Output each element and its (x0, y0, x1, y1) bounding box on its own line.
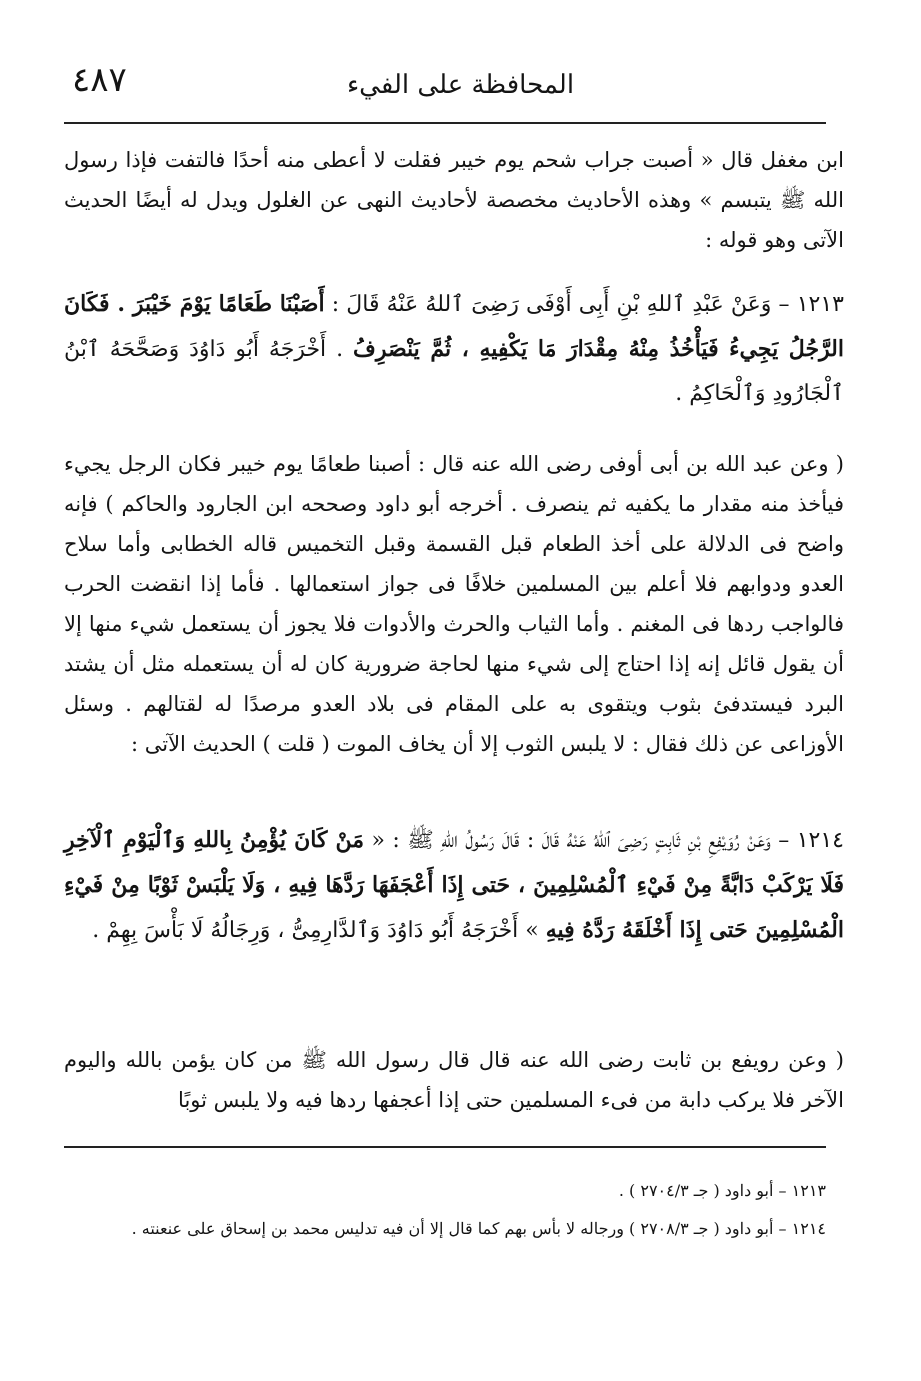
footnote-1213: ١٢١٣ – أبو داود ( جـ ٢٧٠٤/٣ ) . (618, 1181, 826, 1200)
commentary-1213: ( وعن عبد الله بن أبى أوفى رضى الله عنه قال : أصبنا طعامًا يوم خيبر فكان الرجل يجيء فيأخذ منه مقدار ما يكفيه ثم ينصرف . أخرجه أبو داود وصححه ابن الجارود والحاكم ) فإنه واضح فى الدلالة على أخذ الطعام قبل القسمة وقبل التخميس قاله الخطابى وأما سلاح العدو ودوابهم فلا أعلم بين المسلمين خلافًا فى جواز استعمالها . فأما إذا انقضت الحرب فالواجب ردها فى المغنم . وأما الثياب والحرث والأدوات فلا يجوز أن يستعمل شيء منها إلا أن يقول قائل إنه إذا احتاج إلى شيء منها لحاجة ضرورية كان له أن يستعمله مثل أن يشتد البرد فيستدفئ بثوب ويتقوى به على المقام فى بلاد العدو مرصدًا له لقتالهم . وسئل الأوزاعى عن ذلك فقال : لا يلبس الثوب إلا أن يخاف الموت ( قلت ) الحديث الآتى : (64, 452, 844, 756)
hadith-1214-matn: مَنْ كَانَ يُؤْمِنُ بِاللهِ وَٱلْيَوْمِ ٱلْآخِرِ فَلَا يَرْكَبْ دَابَّةً مِنْ فَيْءِ ٱلْمُسْلِمِينَ ، حَتى إِذَا أَعْجَفَهَا رَدَّهَا فِيهِ ، وَلَا يَلْبَسْ ثَوْبًا مِنْ فَيْءِ الْمُسْلِمِينَ حَتى إِذَا أَخْلَقَهُ رَدَّهُ فِيهِ (64, 827, 844, 943)
page-number: ٤٨٧ (72, 60, 127, 100)
footnote-1214: ١٢١٤ – أبو داود ( جـ ٢٧٠٨/٣ ) ورجاله لا بأس بهم كما قال إلا أن فيه تدليس محمد بن إسحاق على عنعنته . (131, 1219, 826, 1238)
hadith-1213-intro: ١٢١٣ – وَعَنْ عَبْدِ ٱللهِ بْنِ أَبِى أَوْفَى رَضِىَ ٱللهُ عَنْهُ قَالَ : (324, 292, 844, 317)
opening-paragraph: ابن مغفل قال « أصبت جراب شحم يوم خيبر فقلت لا أعطى منه أحدًا فالتفت فإذا رسول الله ﷺ يتبسم » وهذه الأحاديث مخصصة لأحاديث النهى عن الغلول ويدل له أيضًا الحديث الآتى وهو قوله : (64, 148, 844, 252)
hadith-1213 (64, 282, 844, 416)
header-rule (64, 122, 826, 124)
hadith-1214-source: » أَخْرَجَهُ أَبُو دَاوُدَ وَٱلدَّارِمِىُّ ، وَرِجَالُهُ لَا بَأْسَ بِهِمْ . (92, 918, 546, 943)
running-title: المحافظة على الفيء (346, 70, 575, 100)
hadith-1214 (64, 818, 844, 953)
hadith-1214-intro: ١٢١٤ – وَعَنْ رُوَيْفِعِ بْنِ ثَابِتٍ رَضِىَ ٱللهُ عَنْهُ قَالَ : قَالَ رَسُولُ اللهِ ﷺ : « (364, 828, 844, 853)
commentary-1214: ( وعن رويفع بن ثابت رضى الله عنه قال قال رسول الله ﷺ من كان يؤمن بالله واليوم الآخر فلا يركب دابة من فىء المسلمين حتى إذا أعجفها ردها فيه ولا يلبس ثوبًا (64, 1048, 844, 1112)
hadith-1213-source: . أَخْرَجَهُ أَبُو دَاوُدَ وَصَحَّحَهُ ٱبْنُ ٱلْجَارُودِ وَٱلْحَاكِمُ . (64, 337, 844, 406)
hadith-1213-matn: أَصَبْنَا طَعَامًا يَوْمَ خَيْبَرَ . فَكَانَ الرَّجُلُ يَجِيءُ فَيَأْخُذُ مِنْهُ مِقْدَارَ مَا يَكْفِيهِ ، ثُمَّ يَنْصَرِفُ (64, 291, 844, 362)
footnotes (64, 1172, 826, 1248)
footnote-rule (64, 1146, 826, 1148)
